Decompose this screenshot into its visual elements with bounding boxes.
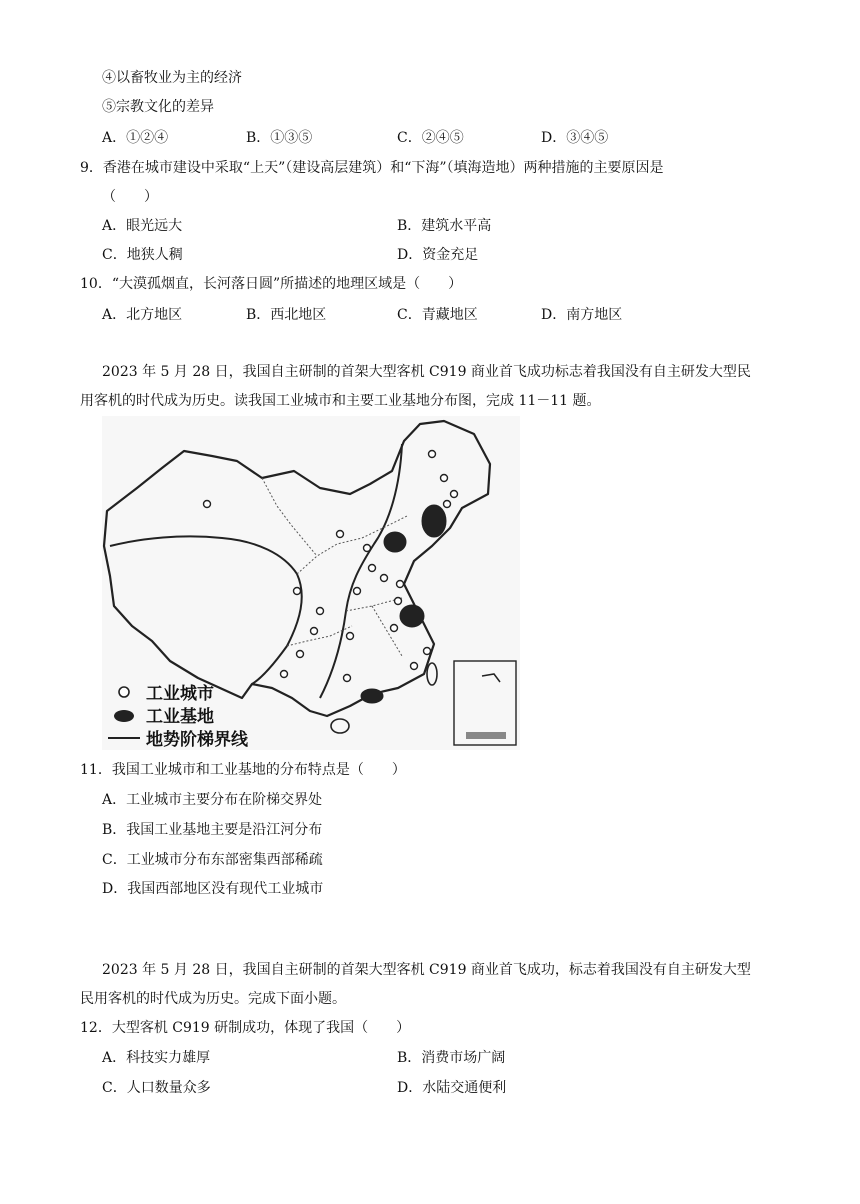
industrial-city (451, 491, 458, 498)
q9-option-b: B．建筑水平高 (397, 218, 492, 234)
legend-line-label: 地势阶梯界线 (146, 730, 248, 750)
q11-option-b: B．我国工业基地主要是沿江河分布 (102, 822, 323, 838)
industrial-city (391, 625, 398, 632)
industrial-city (424, 648, 431, 655)
industrial-city (444, 501, 451, 508)
passage2-line1: 2023 年 5 月 28 日，我国自主研制的首架大型客机 C919 商业首飞成功，标志着我国没有自主研发大型 (102, 962, 751, 978)
q9-option-c: C．地狭人稠 (102, 247, 183, 263)
q9-option-a: A．眼光远大 (102, 218, 183, 234)
industrial-city (204, 501, 211, 508)
q11-option-c: C．工业城市分布东部密集西部稀疏 (102, 852, 323, 868)
legend-base-label: 工业基地 (146, 707, 214, 727)
passage2-line2: 民用客机的时代成为历史。完成下面小题。 (80, 991, 346, 1007)
q8-option-a: A．①②④ (102, 130, 169, 146)
industrial-city (337, 531, 344, 538)
q9-stem-continued: （ ） (102, 189, 158, 205)
legend-city-label: 工业城市 (146, 684, 214, 704)
industrial-city (441, 475, 448, 482)
industrial-city (397, 581, 404, 588)
q8-item-5: ⑤宗教文化的差异 (102, 99, 214, 115)
industrial-city (311, 628, 318, 635)
industrial-city (344, 675, 351, 682)
map-svg (102, 416, 520, 750)
q11-stem: 11．我国工业城市和工业基地的分布特点是（ ） (80, 762, 406, 778)
industrial-city (381, 575, 388, 582)
q8-option-b: B．①③⑤ (246, 130, 313, 146)
industrial-city (395, 598, 402, 605)
china-industry-map (102, 416, 520, 750)
q11-option-a: A．工业城市主要分布在阶梯交界处 (102, 792, 323, 808)
industrial-city (411, 663, 418, 670)
q12-option-c: C．人口数量众多 (102, 1080, 211, 1096)
legend-base-icon (114, 710, 134, 722)
q10-option-d: D．南方地区 (541, 307, 623, 323)
industrial-city (429, 451, 436, 458)
q9-stem: 9．香港在城市建设中采取“上天”（建设高层建筑）和“下海”（填海造地）两种措施的主要原因是 (80, 160, 664, 176)
inset-label-block (466, 732, 506, 739)
q10-stem: 10．“大漠孤烟直，长河落日圆”所描述的地理区域是（ ） (80, 276, 463, 292)
passage1-line2: 用客机的时代成为历史。读我国工业城市和主要工业基地分布图，完成 11－11 题。 (80, 393, 601, 409)
q10-option-a: A．北方地区 (102, 307, 183, 323)
q8-option-c: C．②④⑤ (397, 130, 464, 146)
q8-option-d: D．③④⑤ (541, 130, 609, 146)
q9-option-d: D．资金充足 (397, 247, 479, 263)
industrial-city (297, 651, 304, 658)
industrial-city (281, 671, 288, 678)
industrial-city (369, 565, 376, 572)
q12-option-d: D．水陆交通便利 (397, 1080, 507, 1096)
industrial-base-jingjintang (384, 532, 406, 552)
industrial-base-huning (400, 605, 424, 627)
q10-option-c: C．青藏地区 (397, 307, 478, 323)
q12-option-b: B．消费市场广阔 (397, 1050, 506, 1066)
q12-option-a: A．科技实力雄厚 (102, 1050, 211, 1066)
q10-option-b: B．西北地区 (246, 307, 327, 323)
passage1-line1: 2023 年 5 月 28 日，我国自主研制的首架大型客机 C919 商业首飞成功标志着我国没有自主研发大型民 (102, 364, 751, 380)
industrial-city (294, 588, 301, 595)
q11-option-d: D．我国西部地区没有现代工业城市 (102, 881, 324, 897)
q12-stem: 12．大型客机 C919 研制成功，体现了我国（ ） (80, 1020, 411, 1036)
industrial-base-pearl-river (361, 689, 383, 703)
industrial-city (354, 588, 361, 595)
legend-city-icon (119, 687, 129, 697)
industrial-city (347, 633, 354, 640)
industrial-base-liaozhong (422, 505, 446, 537)
q8-item-4: ④以畜牧业为主的经济 (102, 70, 242, 86)
industrial-city (364, 545, 371, 552)
industrial-city (317, 608, 324, 615)
